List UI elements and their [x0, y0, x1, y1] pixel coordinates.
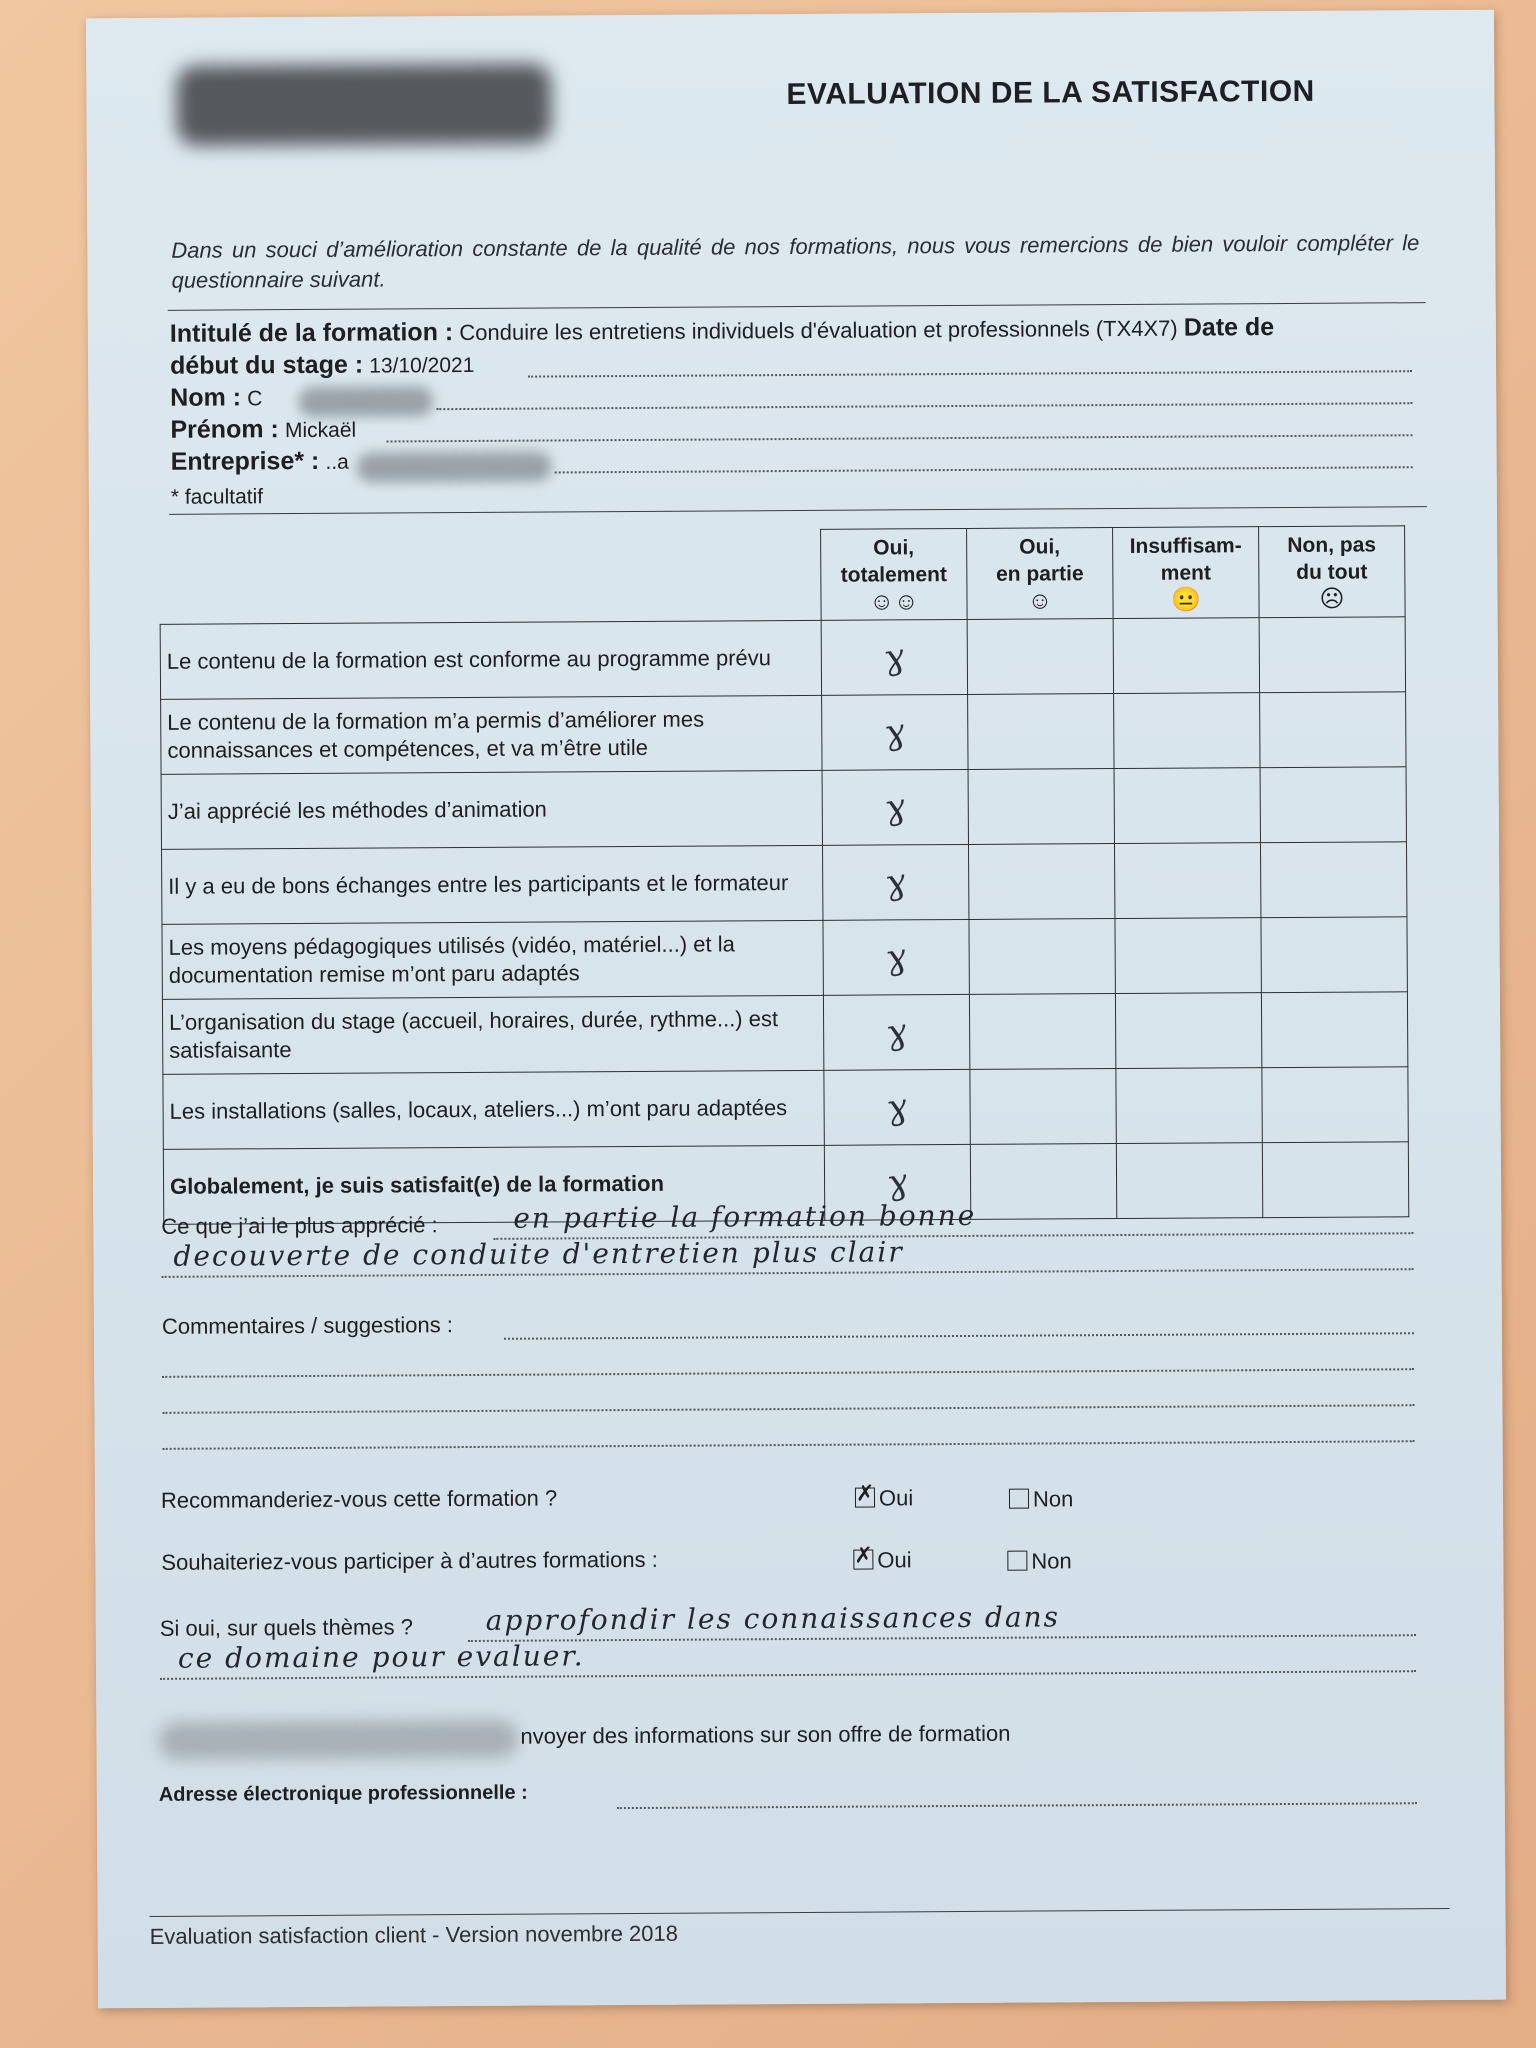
- answer-cell[interactable]: [1260, 692, 1406, 768]
- handwritten-check-mark: ɣ: [883, 1011, 910, 1054]
- answer-cell[interactable]: [1262, 1067, 1408, 1143]
- entreprise-label: Entreprise* :: [170, 446, 320, 476]
- checkbox-icon[interactable]: [1009, 1489, 1029, 1509]
- recommend-oui-label: Oui: [878, 1485, 914, 1511]
- handwritten-check-mark: ɣ: [883, 936, 910, 979]
- formation-value: Conduire les entretiens individuels d'évaluation et professionnels (TX4X7): [459, 315, 1178, 346]
- answer-cell[interactable]: [969, 994, 1115, 1070]
- answer-cell[interactable]: [1115, 918, 1261, 994]
- entreprise-value: ..a: [325, 450, 349, 474]
- answer-cell[interactable]: [823, 994, 969, 1070]
- form-sheet: [86, 10, 1506, 2009]
- question-cell: Globalement, je suis satisfait(e) de la formation: [163, 1145, 824, 1224]
- table-row: [162, 917, 1407, 1000]
- intro-text: Dans un souci d’amélioration constante de la qualité de nos formations, nous vous remercions de bien vouloir compléter le questionnaire suivant.: [171, 230, 1420, 293]
- facultatif-note: * facultatif: [170, 485, 264, 509]
- answer-cell[interactable]: [970, 1144, 1116, 1220]
- header-non-pas-du-tout: [1259, 526, 1406, 618]
- checkbox-checked-icon[interactable]: [855, 1488, 875, 1508]
- table-corner: [160, 529, 822, 624]
- header-oui-en-partie: [967, 528, 1114, 620]
- divider-fields: [169, 506, 1427, 515]
- prenom-field: [170, 415, 356, 445]
- table-row: [162, 992, 1407, 1075]
- answer-cell[interactable]: [1114, 693, 1260, 769]
- header-insuffisamment: [1113, 527, 1260, 619]
- prenom-value: Mickaël: [284, 418, 357, 443]
- redacted-consent-start: [158, 1720, 518, 1760]
- table-row: [161, 767, 1406, 850]
- comments-dotted-line-1[interactable]: [504, 1332, 1414, 1340]
- handwritten-check-mark: ɣ: [881, 636, 908, 679]
- answer-cell[interactable]: [1113, 618, 1259, 694]
- entreprise-dotted-line: [555, 466, 1413, 473]
- answer-cell[interactable]: [968, 844, 1114, 920]
- comments-dotted-line-3[interactable]: [162, 1404, 1414, 1414]
- handwritten-check-mark: ɣ: [882, 786, 909, 829]
- question-cell: Les installations (salles, locaux, ateliers...) m’ont paru adaptées: [163, 1070, 824, 1149]
- sad-face-icon: ☹: [1319, 585, 1345, 613]
- answer-cell[interactable]: [1259, 617, 1405, 693]
- email-dotted-line[interactable]: [617, 1802, 1417, 1809]
- question-cell: J’ai apprécié les méthodes d’animation: [161, 770, 822, 849]
- header-line: Insuffisam-: [1129, 533, 1242, 558]
- appreciated-label: Ce que j’ai le plus apprécié :: [161, 1212, 438, 1239]
- comments-label: Commentaires / suggestions :: [161, 1312, 454, 1339]
- table-row: [160, 617, 1405, 700]
- appreciated-handwriting-1[interactable]: en partie la formation bonne: [513, 1198, 977, 1235]
- satisfaction-table: [159, 525, 1409, 1225]
- nom-dotted-line: [436, 402, 1412, 410]
- date-field: [170, 350, 474, 381]
- header-line: du tout: [1296, 560, 1368, 584]
- answer-cell[interactable]: [1114, 843, 1260, 919]
- header-oui-totalement: [821, 528, 968, 620]
- footer-text: Evaluation satisfaction client - Version novembre 2018: [149, 1920, 679, 1949]
- table-row: [162, 842, 1407, 925]
- question-cell: L’organisation du stage (accueil, horaires, durée, rythme...) est satisfaisante: [162, 995, 823, 1074]
- header-line: en partie: [996, 561, 1084, 586]
- other-non-label: Non: [1031, 1548, 1072, 1574]
- date-label-a: Date de: [1183, 313, 1275, 342]
- email-label: Adresse électronique professionnelle :: [158, 1781, 528, 1806]
- answer-cell[interactable]: [823, 844, 969, 920]
- double-smile-icon: ☺☺: [869, 587, 919, 616]
- appreciated-handwriting-2[interactable]: decouverte de conduite d'entretien plus clair: [173, 1235, 904, 1273]
- form-title: EVALUATION DE LA SATISFACTION: [786, 74, 1315, 112]
- question-cell: Les moyens pédagogiques utilisés (vidéo, matériel...) et la documentation remise m’ont paru adaptés: [162, 920, 823, 999]
- other-non[interactable]: [1007, 1548, 1072, 1574]
- prenom-dotted-line: [387, 434, 1413, 442]
- table-row: [163, 1067, 1408, 1150]
- question-cell: Il y a eu de bons échanges entre les participants et le formateur: [162, 845, 823, 924]
- date-dotted-line: [528, 370, 1412, 377]
- answer-cell[interactable]: [824, 1069, 970, 1145]
- question-cell: Le contenu de la formation est conforme au programme prévu: [160, 620, 821, 699]
- entreprise-field: [171, 447, 349, 477]
- other-oui[interactable]: [853, 1547, 911, 1573]
- answer-cell[interactable]: [967, 619, 1113, 695]
- themes-label: Si oui, sur quels thèmes ?: [159, 1614, 413, 1641]
- handwritten-check-mark: ɣ: [884, 1161, 911, 1204]
- checkbox-checked-icon[interactable]: [853, 1550, 873, 1570]
- question-cell: Le contenu de la formation m’a permis d’améliorer mes connaissances et compétences, et va m’être utile: [161, 695, 822, 774]
- redacted-entreprise: [357, 451, 552, 482]
- answer-cell[interactable]: [968, 769, 1114, 845]
- header-line: Oui,: [873, 535, 915, 560]
- table-row: [161, 692, 1406, 775]
- date-value: 13/10/2021: [369, 353, 475, 378]
- answer-cell[interactable]: [822, 769, 968, 845]
- checkbox-icon[interactable]: [1007, 1551, 1027, 1571]
- answer-cell[interactable]: [1262, 1142, 1408, 1218]
- answer-cell[interactable]: [970, 1069, 1116, 1145]
- recommend-non[interactable]: [1009, 1486, 1074, 1512]
- answer-cell[interactable]: [1261, 992, 1407, 1068]
- redacted-nom: [298, 386, 433, 417]
- answer-cell[interactable]: [822, 694, 968, 770]
- table-header-row: [160, 526, 1406, 625]
- formation-label: Intitulé de la formation :: [169, 318, 454, 348]
- nom-value: C: [247, 387, 263, 411]
- comments-dotted-line-2[interactable]: [162, 1368, 1414, 1378]
- prenom-label: Prénom :: [170, 415, 279, 444]
- handwritten-check-mark: ɣ: [884, 1086, 911, 1129]
- answer-cell[interactable]: [1116, 1143, 1262, 1219]
- recommend-non-label: Non: [1032, 1486, 1074, 1512]
- comments-dotted-line-4[interactable]: [163, 1440, 1415, 1450]
- header-line: ment: [1160, 560, 1212, 585]
- other-oui-label: Oui: [877, 1547, 912, 1573]
- answer-cell[interactable]: [1114, 768, 1260, 844]
- answer-cell[interactable]: [1116, 1068, 1262, 1144]
- header-line: Oui,: [1019, 534, 1061, 559]
- themes-handwriting-1[interactable]: approfondir les connaissances dans: [485, 1600, 1061, 1637]
- smile-icon: ☺: [1027, 586, 1053, 615]
- date-label: début du stage :: [169, 350, 364, 380]
- nom-field: [170, 383, 262, 413]
- handwritten-check-mark: ɣ: [882, 861, 909, 904]
- recommend-oui[interactable]: [855, 1485, 913, 1511]
- answer-cell[interactable]: [1115, 993, 1261, 1069]
- recommend-label: Recommanderiez-vous cette formation ?: [160, 1485, 558, 1513]
- answer-cell[interactable]: [1260, 767, 1406, 843]
- answer-cell[interactable]: [1261, 917, 1407, 993]
- answer-cell[interactable]: [968, 694, 1114, 770]
- formation-field: [170, 313, 1274, 349]
- divider-top: [168, 302, 1426, 311]
- neutral-face-icon: 😐: [1170, 586, 1202, 614]
- redacted-logo: [176, 63, 551, 145]
- answer-cell[interactable]: [821, 619, 967, 695]
- answer-cell[interactable]: [1260, 842, 1406, 918]
- answer-cell[interactable]: [969, 919, 1115, 995]
- footer-divider: [150, 1908, 1450, 1917]
- consent-text: nvoyer des informations sur son offre de formation: [520, 1720, 1011, 1749]
- answer-cell[interactable]: [823, 919, 969, 995]
- handwritten-check-mark: ɣ: [881, 711, 908, 754]
- other-formations-label: Souhaiteriez-vous participer à d’autres formations :: [161, 1546, 658, 1575]
- header-line: totalement: [840, 562, 948, 587]
- nom-label: Nom :: [170, 383, 242, 412]
- themes-handwriting-2[interactable]: ce domaine pour evaluer.: [177, 1639, 585, 1675]
- header-line: Non, pas: [1287, 532, 1377, 557]
